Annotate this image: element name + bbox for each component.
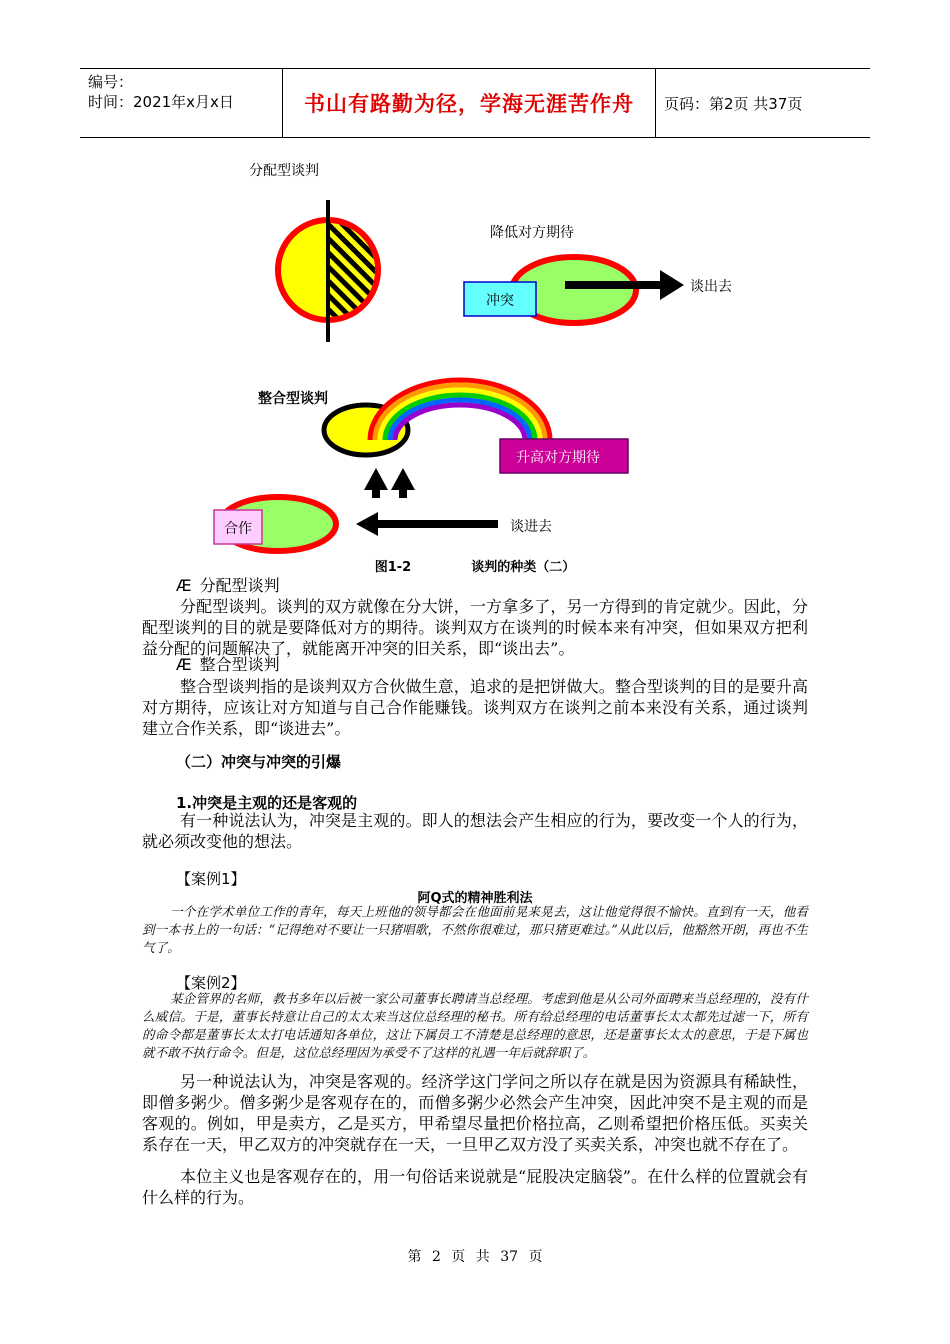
cooperation-ellipse: [214, 497, 498, 551]
page-footer: 第 2 页 共 37 页: [407, 1249, 543, 1265]
paragraph-integrative: 整合型谈判指的是谈判双方合伙做生意，追求的是把饼做大。整合型谈判的目的是要升高对方期待，应该让对方知道与自己合作能赚钱。谈判双方在谈判之前本来没有关系，通过谈判建立合作关系，即“谈进去”。: [142, 677, 808, 738]
talk-in-label: 谈进去: [510, 519, 552, 535]
talk-out-label: 谈出去: [690, 279, 732, 295]
paragraph-departmentalism: 本位主义也是客观存在的，用一句俗话来说就是“屁股决定脑袋”。在什么样的位置就会有什么样的行为。: [142, 1167, 808, 1207]
integrative-title: 整合型谈判: [258, 391, 328, 407]
bullet-symbol: Æ: [176, 576, 192, 595]
case2-label: 【案例2】: [176, 974, 246, 992]
pie-circle: [278, 200, 378, 342]
header-motto: 书山有路勤为径，学海无涯苦作舟: [282, 69, 656, 137]
bullet-distributive: [176, 575, 280, 596]
bullet-text: 分配型谈判: [199, 576, 280, 595]
header-page-info: 页码：第2页 共37页: [664, 94, 803, 113]
case1-text: 一个在学术单位工作的青年，每天上班他的领导都会在他面前晃来晃去，这让他觉得很不愉快。直到有一天，他看到一本书上的一句话：“记得绝对不要让一只猪唱歌，不然你很难过，那只猪更难过。”从此以后，他豁然开朗，再也不生气了。: [142, 904, 808, 955]
arrow-out-icon: [660, 270, 684, 300]
header-meta: [80, 69, 282, 137]
paragraph-subjective: 有一种说法认为，冲突是主观的。即人的想法会产生相应的行为，要改变一个人的行为，就必须改变他的想法。: [142, 811, 808, 851]
bullet-integrative: [176, 654, 280, 675]
figure-graphics: [0, 140, 950, 560]
cooperation-label: 合作: [224, 521, 252, 537]
conflict-label: 冲突: [486, 293, 514, 309]
negotiation-types-figure: [0, 140, 950, 560]
case1-label: 【案例1】: [176, 870, 246, 888]
section-heading: （二）冲突与冲突的引爆: [176, 753, 342, 771]
case2-text: 某企管界的名师，教书多年以后被一家公司董事长聘请当总经理。考虑到他是从公司外面聘来当总经理的，没有什么威信。于是，董事长特意让自己的太太来当这位总经理的秘书。所有给总经理的电话董事长太太都先过滤一下，所有的命令都是董事长太太打电话通知各单位，这让下属员工不清楚是总经理的意思，还是董事长太太的意思，于是下属也就不敢不执行命令。但是，这位总经理因为承受不了这样的礼遇一年后就辞职了。: [142, 991, 808, 1060]
bullet-text: 整合型谈判: [199, 655, 280, 674]
distributive-title: 分配型谈判: [249, 163, 319, 179]
page-header: [80, 68, 870, 138]
paragraph-distributive: 分配型谈判。谈判的双方就像在分大饼，一方拿多了，另一方得到的肯定就少。因此，分配型谈判的目的就是要降低对方的期待。谈判双方在谈判的时候本来有冲突，但如果双方把利益分配的问题解决了，就能离开冲突的旧关系，即“谈出去”。: [142, 597, 808, 658]
lower-expectation-label: 降低对方期待: [490, 225, 574, 241]
arrow-in-icon: [356, 512, 378, 536]
document-number-label: 编号：: [88, 73, 134, 91]
figure-number: 图1-2: [374, 560, 412, 575]
case1-title: 阿Q式的精神胜利法: [417, 891, 533, 906]
up-arrows-icon: [364, 468, 415, 498]
figure-title: 谈判的种类（二）: [471, 560, 576, 575]
raise-expectation-label: 升高对方期待: [516, 450, 600, 466]
document-date: 时间：2021年x月x日: [88, 93, 234, 111]
bullet-symbol: Æ: [176, 655, 192, 674]
paragraph-objective: 另一种说法认为，冲突是客观的。经济学这门学问之所以存在就是因为资源具有稀缺性，即僧多粥少。僧多粥少是客观存在的，而僧多粥少必然会产生冲突，因此冲突不是主观的而是客观的。例如，甲是卖方，乙是买方，甲希望尽量把价格拉高，乙则希望把价格压低。买卖关系存在一天，甲乙双方的冲突就存在一天，一旦甲乙双方没了买卖关系，冲突也就不存在了。: [142, 1072, 808, 1154]
figure-caption: [0, 556, 950, 575]
subsection-heading: 1.冲突是主观的还是客观的: [176, 794, 358, 812]
